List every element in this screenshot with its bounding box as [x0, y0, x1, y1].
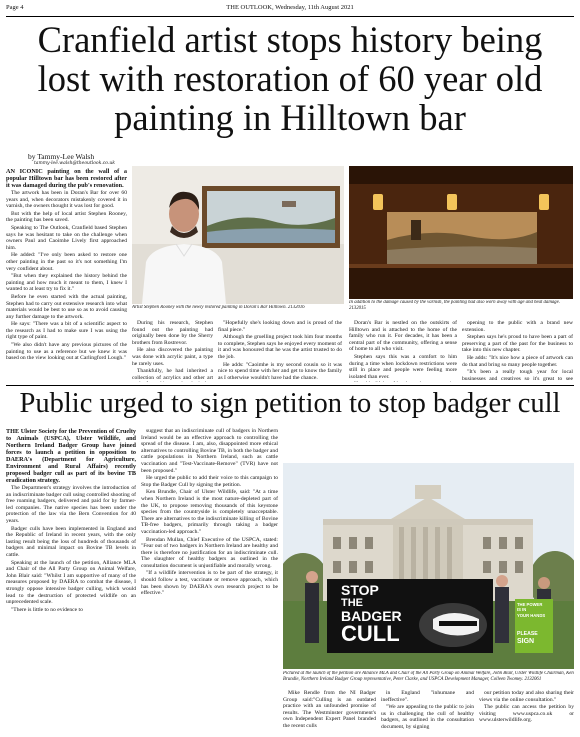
caption-photo-3: Pictured at the launch of the petition are Alliance MLA and Chair of the All Party Group on Animal Welfare, John Blair, Ulster Wildlife Chairman, Ken Brundle, Northern Ireland Badger Group representative, Peter Clarke, and USPCA Development Manager, Colleen Twomey. 2132061: [283, 671, 574, 682]
byline: by Tammy-Lee Walsh: [28, 152, 95, 161]
paragraph: The public can access the petition by visiting www.uspca.co.uk or www.ulsterwildlife.org.: [479, 704, 574, 724]
paragraph: Doran's Bar is nestled on the outskirts of Hilltown and is attached to the home of the family who run it. For decades, it has been a central part of the community, offering a sense of home to all who visit.: [349, 320, 457, 353]
paragraph: Speaking at the launch of the petition, Alliance MLA and Chair of the All Party Group on Animal Welfare, John Blair said: "Whilst I am supportive of many of the measures proposed by DAERA to combat the disease, I strongly oppose intensive badger culling, which would lead to the destruction of protected wildlife on an unprecedented scale.: [6, 559, 136, 606]
byline-email: tammy-lee.walsh@theoutlook.co.uk: [34, 161, 115, 166]
paragraph: The Department's strategy involves the introduction of an indiscriminate badger cull using controlled shooting of free roaming badgers, delivered and paid for by farmer-led companies. The native species has been under the protection of the law via the Bern Convention for 40 years.: [6, 485, 136, 524]
paragraph: our petition today and also sharing their views via the online consultation.": [479, 690, 574, 703]
paragraph: Before he even started with the actual painting, Stephen had to carry out extensive research into what materials would be best to use so as to avoid causing any further damage to the artwork.: [6, 293, 127, 320]
story2-headline: Public urged to sign petition to stop badger cull: [19, 388, 561, 419]
story1-column-2: [132, 320, 213, 382]
story2-column-5: [479, 690, 574, 734]
poster-line-2: IS IN: [517, 607, 527, 613]
caption-photo-1: Artist Stephen Rooney with the newly restored painting in Doran's Bar Hilltown. 2132016: [132, 305, 305, 310]
paragraph: Ken Brundle, Chair of Ulster Wildlife, said: "At a time when Northern Ireland is the most nature-depleted part of the UK, to propose removing thousands of this keystone species from the countryside is completely unacceptable. There are alternatives to the indiscriminate killing of Bovine TB-free badgers, primarily through taking a badger vaccination-led approach.": [141, 489, 278, 535]
story1-column-5: [462, 320, 573, 382]
paragraph: He adds: "Caoimhe is my second cousin so it was nice to spend time with her and get to know the family as I otherwise wouldn't have had the chance.: [218, 361, 342, 381]
paragraph: Although the gruelling project took him four months to complete, Stephen says he enjoyed every moment of it and was honoured that he was the artist trusted to do the job.: [218, 334, 342, 360]
paragraph: "If a wildlife intervention is to be part of the strategy, it should follow a test, vaccinate or remove approach, which has been shown by DAERA's own research project to be effective.": [141, 570, 278, 597]
story2-column-3: [283, 690, 376, 734]
paragraph: AN ICONIC painting on the wall of a popular Hilltown bar has been restored after it was damaged during the pub's renovation.: [6, 168, 127, 189]
poster-line-3: YOUR HANDS: [517, 612, 546, 618]
paragraph: He added: "I've only been asked to restore one other painting in the past so it's not something I'm very confident about.: [6, 252, 127, 272]
paragraph: He urged the public to add their voice to this campaign to Stop the Badger Cull by signing the petition.: [141, 475, 278, 488]
paragraph: in England "inhumane and ineffective".: [381, 690, 474, 703]
paragraph: He adds: "It's nice how a piece of artwork can do that and bring so many people together.: [462, 354, 573, 368]
paragraph: "We also didn't have any previous pictures of the painting to use as a reference but we knew it was based on the view looking out at Carlingford Lough.": [6, 342, 127, 362]
paragraph: Brendan Mullan, Chief Executive of the USPCA, stated: "Fear out of two badgers in Northern Ireland are healthy and there is therefore no justification for an indiscriminate cull. The slaughter of healthy badgers as outlined in the consultation document is unjustifiable and morally wrong.: [141, 536, 278, 569]
banner-line-1: STOP: [341, 582, 379, 598]
banner-text: [341, 584, 431, 645]
paragraph: The artwork has been in Doran's Bar for over 60 years and, when decorators mistakenly covered it in varnish, the owners thought it was lost for good.: [6, 190, 127, 210]
story2-column-1: [6, 428, 136, 734]
caption-photo-2: In addition to the damage caused by the varnish, the painting had also worn away with age and heat damage. 2132015: [349, 300, 560, 311]
paragraph: opening to the public with a brand new extension.: [462, 320, 573, 333]
paragraph: During his research, Stephen found out the painting had originally been done by the Sherry brothers from Rostrevor.: [132, 320, 213, 346]
banner-line-3: BADGER: [341, 608, 402, 624]
paragraph: [349, 381, 457, 382]
story2-column-2: [141, 428, 278, 734]
paragraph: Thankfully, he had inherited a collection of acrylics and other art: [132, 368, 213, 381]
byline-block: [28, 152, 138, 166]
banner-line-4: CULL: [341, 621, 400, 646]
photo-petition-launch: [283, 463, 574, 669]
photo-bar-illustration: [349, 166, 573, 299]
poster-line-4: PLEASE: [517, 631, 538, 638]
page-number: Page 4: [6, 4, 24, 11]
banner-line-2: THE: [341, 597, 363, 609]
paragraph: "Hopefully she's looking down and is proud of the final piece.": [218, 320, 342, 333]
paragraph: "There is little to no evidence to: [11, 606, 83, 613]
photo-artist-with-painting: [132, 166, 344, 304]
paragraph: "It's been a really tough year for local businesses and creatives so it's great to see: [462, 369, 573, 382]
paragraph: suggest that an indiscriminate cull of badgers in Northern Ireland would be an effective approach to controlling the spread of the disease. I am, also, disappointed more ethical alternatives to controlling Bovine TB, in both the badger and cattle populations in Northern Ireland, such as cattle vaccination and "Test-Vaccinate-Remove" (TVR) have not been proposed.": [141, 428, 278, 474]
story-divider: [6, 385, 574, 386]
story1-column-4: [349, 320, 457, 382]
photo-bar-painting: [349, 166, 573, 299]
story1-headline: Cranfield artist stops history being lost with restoration of 60 year old painting in Hilltown bar: [37, 19, 543, 138]
story2-column-4: [381, 690, 474, 734]
poster-line-1: THE POWER: [517, 602, 543, 607]
poster-text: [517, 602, 553, 645]
paragraph: He also discovered the painting was done with acrylic paint, a type he rarely uses.: [132, 347, 213, 367]
paragraph: Stephen says he's proud to have been a part of preserving a part of the past for the business to take into this new chapter.: [462, 334, 573, 354]
poster-line-5: SIGN: [517, 637, 535, 645]
paragraph: Badger culls have been implemented in England and the Republic of Ireland in recent years, with the only lasting result being the loss of hundreds of thousands of badgers and minimal impact on Bovine TB levels in cattle.: [6, 525, 136, 558]
story1-column-3: [218, 320, 342, 382]
paragraph: "But when they explained the history behind the painting and how much it meant to them, I knew I wanted to at least try to fix it.": [6, 273, 127, 293]
paragraph: "We are appealing to the public to join us in challenging the cull of healthy badgers, as outlined in the consultation document, by signing: [381, 704, 474, 730]
page-header: [6, 4, 574, 16]
story1-column-1: [6, 168, 127, 382]
header-rule: [6, 16, 574, 17]
paragraph: He says: "There was a bit of a scientific aspect to the research as I had to make sure I was using the right type of paint.: [6, 321, 127, 341]
paragraph: Stephen says this was a comfort to him during a time when lockdown restrictions were still in place and people were feeling more isolated than ever.: [349, 353, 457, 380]
masthead-line: THE OUTLOOK, Wednesday, 11th August 2021: [226, 4, 354, 11]
paragraph: But with the help of local artist Stephen Rooney, the painting has been saved.: [6, 210, 127, 224]
paragraph: Speaking to The Outlook, Cranfield based Stephen says he was hesitant to take on the challenge when owners Paul and Caoimhe Lively first approached him.: [6, 224, 127, 251]
photo-artist-illustration: [132, 166, 344, 304]
paragraph: THE Ulster Society for the Prevention of Cruelty to Animals (USPCA), Ulster Wildlife, and Northern Ireland Badger Group have joined forces to launch a petition in opposition to DAERA's (Department for Agriculture, Environment and Rural Affairs) recently proposed badger cull as part of its bovine TB eradication strategy.: [6, 428, 136, 484]
paragraph: Mike Rendle from the NI Badger Group said:"Culling is an outdated practice with an unfounded promise of results. The Westminster government's own Independent Expert Panel branded the recent culls: [283, 690, 376, 729]
